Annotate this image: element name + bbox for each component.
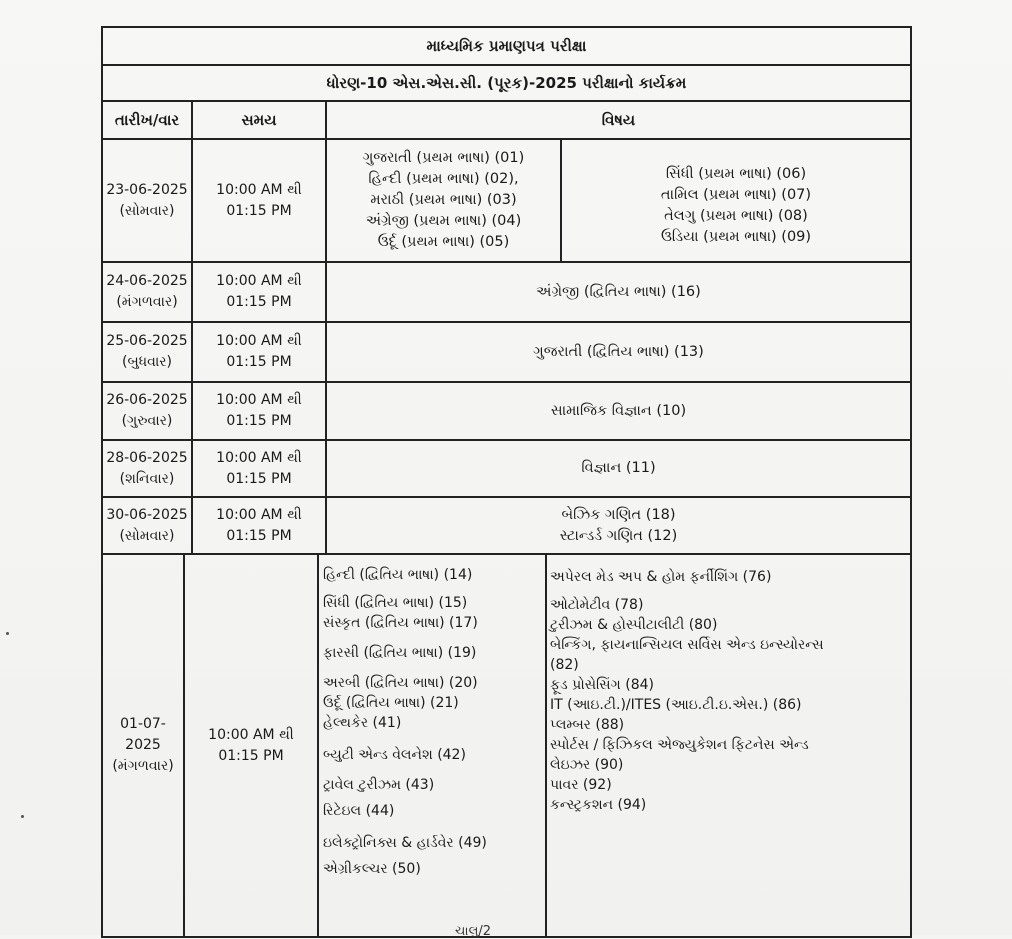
date-cell: 26-06-2025 (ગુરુવાર) (106, 392, 188, 429)
date-cell: 24-06-2025 (મંગળવાર) (106, 273, 188, 310)
time-cell: 10:00 AM થી 01:15 PM (216, 273, 302, 310)
scan-speck (6, 632, 9, 635)
list-item: IT (આઇ.ટી.)/ITES (આઇ.ટી.ઇ.એસ.) (86) (550, 697, 802, 713)
table-row (103, 555, 910, 936)
table-row (103, 441, 910, 498)
list-item: અપેરલ મેડ અપ & હોમ ફર્નીશિંગ (76) (550, 569, 772, 585)
list-item: ફારસી (દ્વિતિય ભાષા) (19) (323, 645, 477, 661)
list-item: અરબી (દ્વિતિય ભાષા) (20) (323, 675, 478, 691)
table-row (103, 140, 910, 263)
date-cell: 28-06-2025 (શનિવાર) (106, 449, 188, 487)
table-header-row (103, 102, 910, 140)
subject-cell: વિજ્ઞાન (11) (581, 460, 656, 476)
time-cell: 10:00 AM થી 01:15 PM (216, 333, 302, 370)
list-item: કન્સ્ટ્રકશન (94) (550, 797, 647, 813)
list-item: સંસ્કૃત (દ્વિતિય ભાષા) (17) (323, 615, 478, 631)
subject-cell: અંગ્રેજી (દ્વિતિય ભાષા) (16) (536, 283, 701, 300)
subject-cell: બેઝિક ગણિત (18) સ્ટાન્ડર્ડ ગણિત (12) (559, 506, 678, 544)
time-cell: 10:00 AM થી 01:15 PM (216, 506, 302, 544)
list-item: સ્પોર્ટસ / ફિઝિકલ એજ્યુકેશન ફિટનેસ એન્ડ (550, 737, 809, 753)
header-date: તારીખ/વાર (114, 111, 180, 129)
header-subject: વિષય (601, 111, 636, 129)
table-row (103, 323, 910, 383)
list-item: હિન્દી (દ્વિતિય ભાષા) (14) (323, 567, 473, 583)
table-title: માધ્યમિક પ્રમાણપત્ર પરીક્ષા (426, 37, 587, 55)
date-cell: 01-07-2025 (મંગળવાર) (112, 716, 174, 774)
exam-schedule-table (101, 26, 912, 938)
list-item: ઓટોમેટીવ (78) (550, 597, 644, 613)
list-item: હેલ્થકેર (41) (323, 715, 402, 731)
table-subtitle-row (103, 66, 910, 102)
subject-list-right (550, 567, 890, 815)
list-item: બ્યુટી એન્ડ વેલનેશ (42) (323, 747, 466, 763)
list-item: ટ્રાવેલ ટુરીઝમ (43) (323, 777, 435, 793)
list-item: લેઇઝર (90) (550, 757, 624, 773)
page-continue-note: ચાલુ/2 (455, 924, 492, 939)
table-row (103, 383, 910, 441)
subject-cell: ગુજરાતી (દ્વિતિય ભાષા) (13) (533, 343, 704, 360)
table-title-row (103, 28, 910, 66)
subject-list-left: ગુજરાતી (પ્રથમ ભાષા) (01) હિન્દી (પ્રથમ ભાષા) (02), મરાઠી (પ્રથમ ભાષા) (03) અંગ્રેજી (પ્રથમ ભાષા) (04) ઉર્દૂ (પ્રથમ ભાષા) (05) (362, 150, 525, 250)
time-cell: 10:00 AM થી 01:15 PM (216, 392, 302, 429)
list-item: રિટેઇલ (44) (323, 803, 395, 819)
date-cell: 25-06-2025 (બુધવાર) (106, 333, 188, 370)
subject-cell: સામાજિક વિજ્ઞાન (10) (550, 402, 687, 419)
list-item: (82) (550, 657, 579, 673)
time-cell: 10:00 AM થી 01:15 PM (208, 726, 294, 764)
list-item: પ્લમ્બર (88) (550, 717, 625, 733)
list-item: બેન્કિંગ, ફાયનાન્સિયલ સર્વિસ એન્ડ ઇન્સ્યોરન્સ (550, 637, 824, 653)
list-item: સિંધી (દ્વિતિય ભાષા) (15) (323, 595, 468, 611)
time-cell: 10:00 AM થી 01:15 PM (216, 449, 302, 487)
subject-list-left (323, 565, 543, 879)
date-cell: 23-06-2025 (સોમવાર) (106, 181, 188, 219)
table-subtitle: ધોરણ-10 એસ.એસ.સી. (પૂરક)-2025 પરીક્ષાનો કાર્યક્રમ (326, 74, 687, 92)
header-time: સમય (241, 111, 277, 129)
list-item: પાવર (92) (550, 777, 612, 793)
table-row (103, 263, 910, 323)
time-cell: 10:00 AM થી 01:15 PM (216, 181, 302, 219)
list-item: ટુરીઝમ & હોસ્પીટાલીટી (80) (550, 617, 718, 633)
list-item: એગ્રીકલ્ચર (50) (323, 861, 421, 877)
scan-speck (21, 815, 24, 818)
list-item: ઉર્દૂ (દ્વિતિય ભાષા) (21) (323, 695, 459, 711)
list-item: ઇલેક્ટ્રોનિક્સ & હાર્ડવેર (49) (323, 835, 487, 851)
list-item: ફૂડ પ્રોસેસિંગ (84) (550, 677, 654, 693)
subject-list-right: સિંધી (પ્રથમ ભાષા) (06) તામિલ (પ્રથમ ભાષા) (07) તેલગુ (પ્રથમ ભાષા) (08) ઉડિયા (પ્રથમ ભાષા) (09) (660, 165, 812, 245)
table-row (103, 498, 910, 555)
date-cell: 30-06-2025 (સોમવાર) (106, 506, 188, 544)
